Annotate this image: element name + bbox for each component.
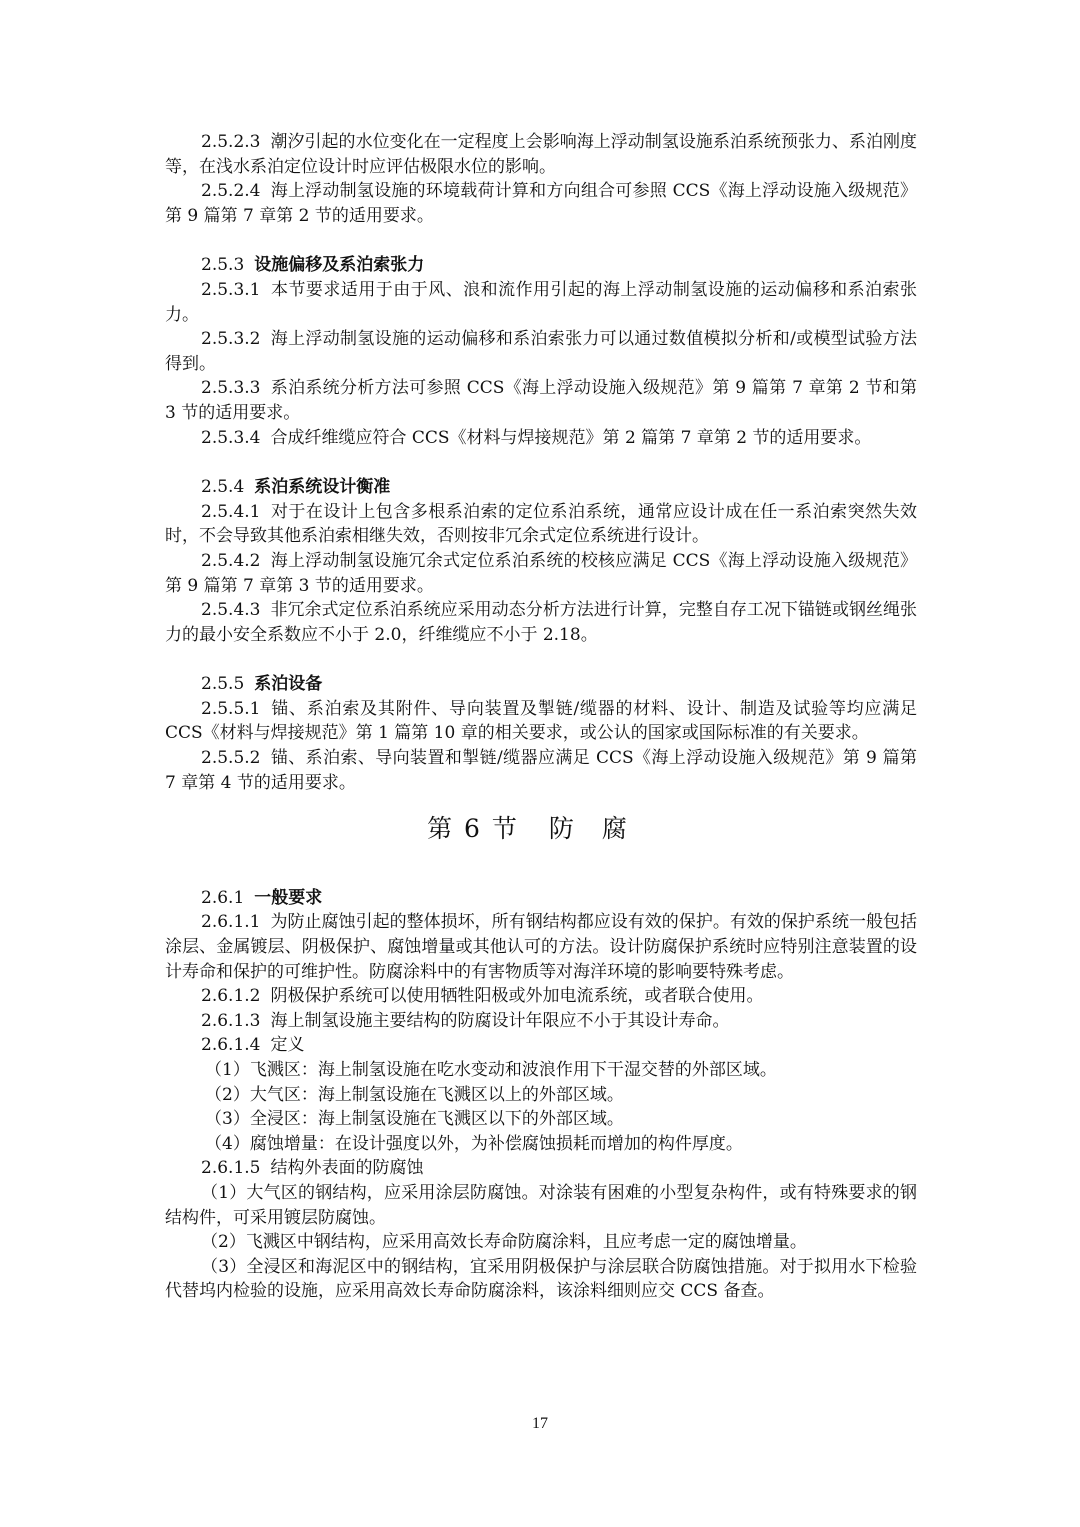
paragraph-2-5-4-2 [165,549,917,598]
heading-title: 系泊系统设计衡准 [254,477,391,498]
paragraph-2-5-3-3 [165,376,917,425]
page-number: 17 [532,1415,548,1432]
paragraph-2-6-1-1 [165,910,917,984]
clause-text: 阴极保护系统可以使用牺牲阳极或外加电流系统，或者联合使用。 [270,986,764,1007]
clause-text: 海上浮动制氢设施的运动偏移和系泊索张力可以通过数值模拟分析和/或模型试验方法得到。 [165,329,917,374]
clause-text: 结构外表面的防腐蚀 [270,1158,424,1179]
clause-text: 系泊系统分析方法可参照 CCS《海上浮动设施入级规范》第 9 篇第 7 章第 2 节和第 3 节的适用要求。 [165,378,917,423]
clause-text: 为防止腐蚀引起的整体损坏，所有钢结构都应设有效的保护。有效的保护系统一般包括涂层、金属镀层、阴极保护、腐蚀增量或其他认可的方法。设计防腐保护系统时应特别注意装置的设计寿命和保护的可维护性。防腐涂料中的有害物质等对海洋环境的影响要特殊考虑。 [165,912,917,982]
heading-number: 2.5.3 [201,255,245,276]
heading-number: 2.6.1 [201,887,245,908]
heading-number: 2.5.4 [201,477,245,498]
clause-text: 定义 [270,1035,305,1056]
heading-title: 设施偏移及系泊索张力 [254,255,425,276]
paragraph-2-6-1-4 [165,1033,917,1058]
clause-number: 2.5.3.1 [201,279,261,300]
clause-text: 合成纤维缆应符合 CCS《材料与焊接规范》第 2 篇第 7 章第 2 节的适用要求。 [270,427,872,448]
paragraph-2-5-3-1 [165,278,917,327]
clause-text: 海上浮动制氢设施冗余式定位系泊系统的校核应满足 CCS《海上浮动设施入级规范》第 9 篇第 7 章第 3 节的适用要求。 [165,550,917,596]
clause-number: 2.6.1.4 [201,1035,261,1056]
paragraph-2-6-1-2 [165,984,917,1009]
clause-number: 2.5.5.1 [201,698,261,719]
section-title [165,814,917,844]
clause-number: 2.5.2.3 [201,132,261,152]
clause-text: 对于在设计上包含多根系泊索的定位系泊系统，通常应设计成在任一系泊索突然失效时，不会导致其他系泊索相继失效，否则按非冗余式定位系统进行设计。 [165,501,917,547]
heading-title: 一般要求 [254,887,323,908]
clause-number: 2.6.1.3 [201,1010,261,1031]
heading-2-5-4 [165,475,917,500]
clause-number: 2.6.1.2 [201,986,261,1007]
section-label: 第 6 节 [427,814,519,844]
clause-number: 2.5.2.4 [201,181,261,202]
clause-number: 2.6.1.5 [201,1158,261,1179]
definition-item: （1）飞溅区：海上制氢设施在吃水变动和波浪作用下干湿交替的外部区域。 [205,1060,777,1080]
clause-text: 本节要求适用于由于风、浪和流作用引起的海上浮动制氢设施的运动偏移和系泊索张力。 [165,279,917,325]
clause-number: 2.5.5.2 [201,748,261,769]
clause-number: 2.5.4.3 [201,600,261,621]
clause-text: 非冗余式定位系泊系统应采用动态分析方法进行计算，完整自存工况下锚链或钢丝绳张力的最小安全系数应不小于 2.0，纤维缆应不小于 2.18。 [165,600,917,645]
section-name: 防腐 [548,814,655,844]
spacer [165,228,917,253]
clause-number: 2.5.3.2 [201,329,261,350]
clause-number: 2.5.3.4 [201,427,261,448]
clause-text: 海上浮动制氢设施的环境载荷计算和方向组合可参照 CCS《海上浮动设施入级规范》第 9 篇第 7 章第 2 节的适用要求。 [165,181,917,226]
paragraph-2-5-5-1 [165,697,917,746]
definition-item: （3）全浸区：海上制氢设施在飞溅区以下的外部区域。 [205,1109,624,1130]
heading-2-6-1 [165,886,917,911]
paragraph-2-5-4-1 [165,500,917,549]
paragraph-2-5-4-3 [165,598,917,647]
spacer [165,450,917,475]
clause-text: 锚、系泊索、导向装置和掣链/缆器应满足 CCS《海上浮动设施入级规范》第 9 篇第 7 章第 4 节的适用要求。 [165,748,917,793]
definition-item: （2）大气区：海上制氢设施在飞溅区以上的外部区域。 [205,1084,624,1105]
clause-number: 2.5.4.1 [201,501,261,522]
paragraph-2-5-5-2 [165,746,917,795]
heading-number: 2.5.5 [201,674,245,695]
clause-text: 潮汐引起的水位变化在一定程度上会影响海上浮动制氢设施系泊系统预张力、系泊刚度等，在浅水系泊定位设计时应评估极限水位的影响。 [165,132,917,177]
paragraph-2-5-2-3 [165,130,917,179]
heading-2-5-5 [165,672,917,697]
paragraph-2-5-3-4 [165,426,917,451]
heading-2-5-3 [165,253,917,278]
paragraph-2-5-3-2 [165,327,917,376]
clause-number: 2.6.1.1 [201,912,261,933]
list-item: （2）飞溅区中钢结构，应采用高效长寿命防腐涂料，且应考虑一定的腐蚀增量。 [201,1232,807,1253]
paragraph-2-6-1-5 [165,1156,917,1181]
paragraph-2-6-1-3 [165,1009,917,1034]
paragraph-2-5-2-4 [165,179,917,228]
clause-text: 锚、系泊索及其附件、导向装置及掣链/缆器的材料、设计、制造及试验等均应满足 CCS《材料与焊接规范》第 1 篇第 10 章的相关要求，或公认的国家或国际标准的有关要求。 [165,698,917,744]
list-item: （1）大气区的钢结构，应采用涂层防腐蚀。对涂装有困难的小型复杂构件，或有特殊要求的钢结构件，可采用镀层防腐蚀。 [165,1182,917,1228]
heading-title: 系泊设备 [254,674,323,695]
page-content [165,130,917,1304]
clause-number: 2.5.4.2 [201,550,261,571]
clause-number: 2.5.3.3 [201,378,261,399]
spacer [165,647,917,672]
list-item: （3）全浸区和海泥区中的钢结构，宜采用阴极保护与涂层联合防腐蚀措施。对于拟用水下检验代替坞内检验的设施，应采用高效长寿命防腐涂料，该涂料细则应交 CCS 备查。 [165,1256,917,1302]
clause-text: 海上制氢设施主要结构的防腐设计年限应不小于其设计寿命。 [270,1010,730,1031]
definition-item: （4）腐蚀增量：在设计强度以外，为补偿腐蚀损耗而增加的构件厚度。 [205,1133,743,1154]
